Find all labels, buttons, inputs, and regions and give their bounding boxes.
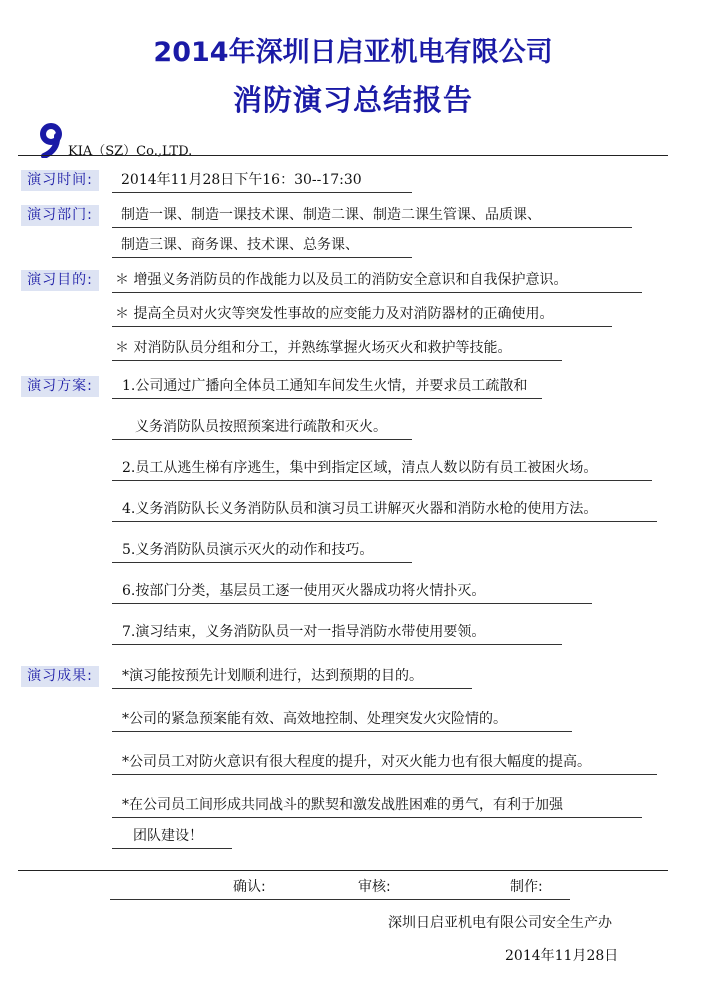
result-line-5: 团队建设！ <box>133 828 203 844</box>
purpose-line-2: ＊ 提高全员对火灾等突发性事故的应变能力及对消防器材的正确使用。 <box>115 306 554 322</box>
plan-line-5: 5.义务消防队员演示灭火的动作和技巧。 <box>122 542 374 558</box>
underline <box>112 603 592 604</box>
underline <box>112 360 562 361</box>
organization-name: 深圳日启亚机电有限公司安全生产办 <box>388 915 612 931</box>
underline <box>112 326 612 327</box>
underline <box>112 774 657 775</box>
underline <box>112 227 632 228</box>
footer-divider <box>18 870 668 871</box>
review-label: 审核: <box>358 879 391 895</box>
underline <box>112 562 412 563</box>
underline <box>112 192 412 193</box>
report-date: 2014年11月28日 <box>505 948 619 964</box>
label-dept: 演习部门: <box>21 205 99 226</box>
underline <box>112 480 652 481</box>
result-line-1: *演习能按预先计划顺利进行，达到预期的目的。 <box>122 668 423 684</box>
label-purpose: 演习目的: <box>21 270 99 291</box>
label-result: 演习成果: <box>21 666 99 687</box>
underline <box>112 257 412 258</box>
plan-line-4: 4.义务消防队长义务消防队员和演习员工讲解灭火器和消防水枪的使用方法。 <box>122 501 598 517</box>
underline <box>112 817 642 818</box>
logo-text: KIA（SZ）Co.,LTD. <box>68 144 193 159</box>
result-line-2: *公司的紧急预案能有效、高效地控制、处理突发火灾险情的。 <box>122 711 507 727</box>
result-line-4: *在公司员工间形成共同战斗的默契和激发战胜困难的勇气，有利于加强 <box>122 797 563 813</box>
underline <box>112 731 572 732</box>
purpose-line-1: ＊ 增强义务消防员的作战能力以及员工的消防安全意识和自我保护意识。 <box>115 272 568 288</box>
plan-line-3: 2.员工从逃生梯有序逃生，集中到指定区域，清点人数以防有员工被困火场。 <box>122 460 598 476</box>
underline <box>112 644 562 645</box>
header-divider <box>18 155 668 156</box>
result-line-3: *公司员工对防火意识有很大程度的提升，对灭火能力也有很大幅度的提高。 <box>122 754 591 770</box>
underline <box>112 688 472 689</box>
underline <box>112 521 657 522</box>
time-value: 2014年11月28日下午16：30--17:30 <box>121 172 362 188</box>
report-subtitle: 消防演习总结报告 <box>232 83 473 117</box>
plan-line-6: 6.按部门分类，基层员工逐一使用灭火器成功将火情扑灭。 <box>122 583 486 599</box>
dept-line-1: 制造一课、制造一课技术课、制造二课、制造二课生管课、品质课、 <box>121 207 541 223</box>
plan-line-7: 7.演习结束，义务消防队员一对一指导消防水带使用要领。 <box>122 624 486 640</box>
plan-line-1: 1.公司通过广播向全体员工通知车间发生火情，并要求员工疏散和 <box>122 378 528 394</box>
confirm-label: 确认: <box>233 879 266 895</box>
label-time: 演习时间: <box>21 170 99 191</box>
underline <box>112 292 642 293</box>
plan-line-2: 义务消防队员按照预案进行疏散和灭火。 <box>135 419 387 435</box>
underline <box>112 439 412 440</box>
report-title: 2014年深圳日启亚机电有限公司 <box>153 37 553 68</box>
purpose-line-3: ＊ 对消防队员分组和分工，并熟练掌握火场灭火和救护等技能。 <box>115 340 512 356</box>
underline <box>112 848 232 849</box>
label-plan: 演习方案: <box>21 376 99 397</box>
underline <box>112 398 542 399</box>
dept-line-2: 制造三课、商务课、技术课、总务课、 <box>121 237 359 253</box>
signature-line <box>110 899 570 900</box>
made-label: 制作: <box>510 879 543 895</box>
kia-logo-icon <box>36 122 70 158</box>
